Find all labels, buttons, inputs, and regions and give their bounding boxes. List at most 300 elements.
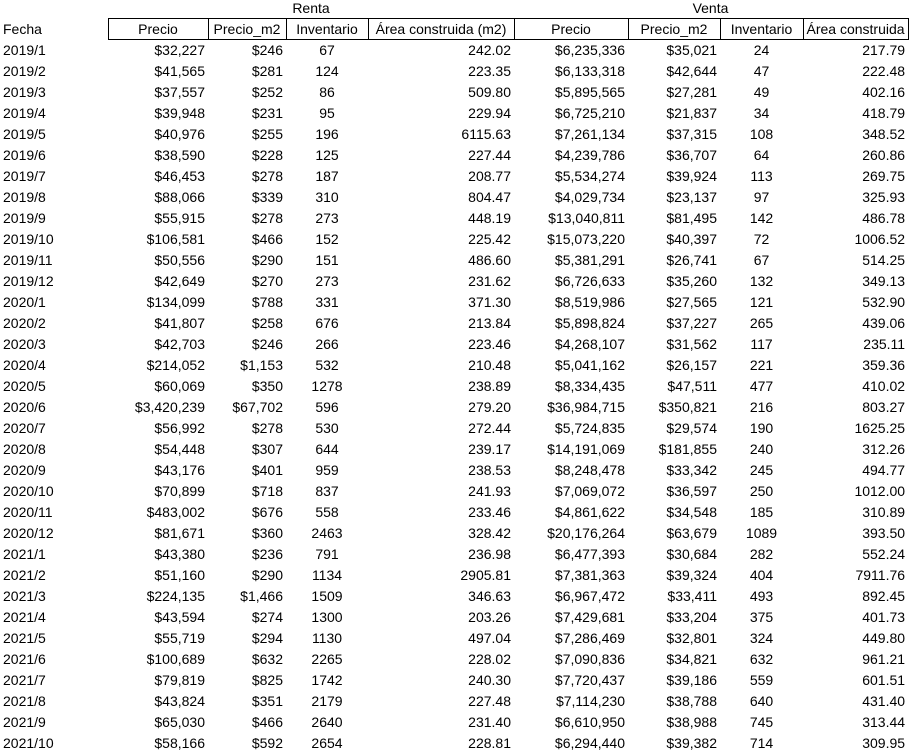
cell-venta-precio-m2: $26,741 xyxy=(666,252,717,268)
table-row xyxy=(0,376,908,397)
cell-venta-precio: $7,114,230 xyxy=(555,693,625,709)
cell-venta-inventario: 221 xyxy=(749,357,774,373)
cell-venta-area: 418.79 xyxy=(862,105,906,121)
cell-renta-precio: $43,594 xyxy=(154,609,205,625)
cell-renta-precio-m2: $466 xyxy=(251,714,283,730)
cell-venta-precio-m2: $33,342 xyxy=(666,462,717,478)
cell-renta-inventario: 331 xyxy=(315,294,339,310)
cell-renta-precio: $55,719 xyxy=(154,630,205,646)
cell-renta-precio: $50,556 xyxy=(154,252,205,268)
cell-renta-inventario: 124 xyxy=(315,63,339,79)
cell-venta-precio-m2: $350,821 xyxy=(658,399,717,415)
cell-venta-inventario: 493 xyxy=(749,588,774,604)
cell-renta-precio: $43,176 xyxy=(154,462,205,478)
cell-venta-precio: $20,176,264 xyxy=(547,525,625,541)
cell-venta-precio-m2: $181,855 xyxy=(658,441,717,457)
cell-renta-precio: $54,448 xyxy=(154,441,205,457)
cell-renta-precio-m2: $270 xyxy=(251,273,283,289)
cell-renta-area: 239.17 xyxy=(468,441,511,457)
cell-fecha: 2019/3 xyxy=(3,84,46,100)
cell-venta-precio-m2: $38,788 xyxy=(666,693,717,709)
cell-venta-area: 494.77 xyxy=(862,462,906,478)
table-row xyxy=(0,208,908,229)
cell-fecha: 2020/10 xyxy=(3,483,54,499)
cell-venta-inventario: 324 xyxy=(749,630,774,646)
cell-venta-precio: $5,895,565 xyxy=(554,84,625,100)
cell-venta-area: 393.50 xyxy=(862,525,906,541)
cell-venta-precio-m2: $29,574 xyxy=(666,420,717,436)
cell-venta-inventario: 245 xyxy=(749,462,774,478)
cell-venta-area: 892.45 xyxy=(862,588,906,604)
cell-fecha: 2019/5 xyxy=(3,126,46,142)
cell-renta-precio: $483,002 xyxy=(146,504,205,520)
cell-renta-area: 240.30 xyxy=(468,672,511,688)
cell-renta-precio: $81,671 xyxy=(154,525,205,541)
cell-renta-precio: $56,992 xyxy=(154,420,205,436)
cell-venta-precio-m2: $31,562 xyxy=(666,336,717,352)
header-venta-area: Área construida xyxy=(803,19,908,40)
cell-venta-precio-m2: $38,988 xyxy=(666,714,717,730)
cell-venta-precio: $6,235,336 xyxy=(554,42,625,59)
cell-renta-inventario: 273 xyxy=(315,273,339,289)
table-row xyxy=(0,292,908,313)
cell-venta-inventario: 745 xyxy=(749,714,774,730)
cell-venta-inventario: 190 xyxy=(749,420,774,436)
cell-fecha: 2021/5 xyxy=(3,630,46,646)
cell-venta-inventario: 632 xyxy=(749,651,774,667)
cell-venta-inventario: 185 xyxy=(749,504,774,520)
cell-renta-inventario: 196 xyxy=(315,126,339,142)
cell-renta-area: 225.42 xyxy=(468,231,511,247)
cell-renta-precio: $79,819 xyxy=(154,672,205,688)
cell-renta-precio-m2: $592 xyxy=(251,735,283,751)
cell-venta-precio: $13,040,811 xyxy=(548,210,625,226)
cell-venta-precio: $7,720,437 xyxy=(554,672,625,688)
cell-renta-precio-m2: $246 xyxy=(251,42,283,59)
table-row xyxy=(0,439,908,460)
cell-fecha: 2019/1 xyxy=(3,42,46,58)
cell-renta-area: 228.81 xyxy=(468,735,511,751)
cell-venta-area: 601.51 xyxy=(862,672,906,688)
cell-venta-area: 348.52 xyxy=(862,126,906,142)
cell-venta-precio: $7,261,134 xyxy=(554,126,625,142)
cell-renta-precio-m2: $290 xyxy=(251,252,283,268)
cell-renta-inventario: 95 xyxy=(319,105,335,121)
cell-renta-area: 236.98 xyxy=(468,546,511,562)
table-row xyxy=(0,523,908,544)
cell-renta-precio-m2: $1,153 xyxy=(240,357,283,373)
cell-renta-precio-m2: $246 xyxy=(251,336,283,352)
cell-venta-inventario: 121 xyxy=(749,294,774,310)
cell-renta-area: 231.62 xyxy=(468,273,511,289)
cell-renta-precio: $106,581 xyxy=(146,231,205,247)
cell-renta-inventario: 125 xyxy=(315,147,339,163)
cell-renta-inventario: 1509 xyxy=(311,588,343,604)
cell-venta-precio: $5,724,835 xyxy=(554,420,625,436)
table-row xyxy=(0,187,908,208)
cell-venta-inventario: 282 xyxy=(749,546,774,562)
cell-renta-area: 223.35 xyxy=(468,63,511,79)
cell-venta-inventario: 216 xyxy=(749,399,774,415)
cell-venta-area: 349.13 xyxy=(862,273,906,289)
cell-renta-inventario: 532 xyxy=(315,357,339,373)
cell-renta-area: 233.46 xyxy=(468,504,511,520)
cell-venta-precio: $8,248,478 xyxy=(554,462,625,478)
cell-venta-precio-m2: $63,679 xyxy=(666,525,717,541)
cell-renta-precio: $100,689 xyxy=(146,651,205,667)
table-row xyxy=(0,691,908,712)
cell-venta-precio-m2: $39,924 xyxy=(666,168,717,184)
cell-venta-area: 961.21 xyxy=(862,651,906,667)
cell-renta-precio: $88,066 xyxy=(154,189,205,205)
cell-venta-precio: $14,191,069 xyxy=(547,441,625,457)
cell-renta-precio: $43,824 xyxy=(154,693,205,709)
table-row xyxy=(0,712,908,733)
cell-fecha: 2019/10 xyxy=(3,231,54,247)
table-row xyxy=(0,418,908,439)
table-row xyxy=(0,670,908,691)
cell-renta-precio-m2: $401 xyxy=(251,462,283,478)
table-row xyxy=(0,628,908,649)
cell-renta-precio: $37,557 xyxy=(154,84,205,100)
cell-venta-precio: $7,286,469 xyxy=(554,630,625,646)
cell-renta-area: 486.60 xyxy=(468,252,511,268)
cell-renta-precio: $55,915 xyxy=(154,210,205,226)
cell-fecha: 2020/12 xyxy=(3,525,54,541)
cell-venta-precio: $8,334,435 xyxy=(554,378,625,394)
cell-venta-inventario: 113 xyxy=(750,168,773,184)
cell-renta-area: 223.46 xyxy=(468,336,511,352)
cell-venta-precio-m2: $39,324 xyxy=(666,567,717,583)
cell-fecha: 2019/7 xyxy=(3,168,46,184)
cell-renta-area: 328.42 xyxy=(468,525,511,541)
cell-renta-precio-m2: $632 xyxy=(251,651,283,667)
cell-renta-precio: $51,160 xyxy=(154,567,205,583)
cell-renta-area: 208.77 xyxy=(468,168,511,184)
header-venta-precio-m2: Precio_m2 xyxy=(628,19,720,40)
cell-fecha: 2021/2 xyxy=(3,567,46,583)
cell-renta-area: 213.84 xyxy=(468,315,511,331)
table-row xyxy=(0,124,908,145)
cell-venta-area: 532.90 xyxy=(862,294,906,310)
table-row xyxy=(0,313,908,334)
cell-renta-inventario: 2640 xyxy=(311,714,343,730)
cell-renta-precio-m2: $274 xyxy=(251,609,283,625)
table-row xyxy=(0,82,908,103)
cell-venta-area: 313.44 xyxy=(862,714,906,730)
cell-renta-area: 448.19 xyxy=(468,210,511,226)
cell-venta-precio: $6,725,210 xyxy=(554,105,625,121)
cell-renta-inventario: 2654 xyxy=(311,735,343,751)
cell-venta-area: 222.48 xyxy=(862,63,906,79)
cell-renta-inventario: 273 xyxy=(315,210,339,226)
cell-venta-precio: $4,239,786 xyxy=(554,147,625,163)
cell-venta-precio-m2: $36,707 xyxy=(666,147,717,163)
cell-renta-precio: $41,565 xyxy=(154,63,205,79)
table-row xyxy=(0,733,908,754)
table-row xyxy=(0,397,908,418)
cell-renta-precio-m2: $351 xyxy=(251,693,283,709)
cell-renta-precio-m2: $228 xyxy=(251,147,283,163)
cell-fecha: 2019/4 xyxy=(3,105,46,121)
cell-renta-inventario: 67 xyxy=(319,42,335,59)
cell-renta-area: 497.04 xyxy=(468,630,511,646)
cell-venta-precio: $5,534,274 xyxy=(554,168,625,184)
cell-venta-area: 410.02 xyxy=(862,378,906,394)
cell-fecha: 2020/3 xyxy=(3,336,46,352)
table-row xyxy=(0,229,908,250)
cell-fecha: 2021/7 xyxy=(3,672,46,688)
cell-renta-precio: $32,227 xyxy=(154,42,205,59)
cell-venta-inventario: 477 xyxy=(749,378,774,394)
cell-renta-precio-m2: $278 xyxy=(251,210,283,226)
cell-venta-precio-m2: $34,548 xyxy=(666,504,717,520)
cell-renta-precio: $214,052 xyxy=(146,357,205,373)
cell-venta-area: 312.26 xyxy=(862,441,906,457)
cell-venta-inventario: 108 xyxy=(749,126,774,142)
cell-renta-precio: $58,166 xyxy=(154,735,205,751)
cell-venta-precio-m2: $47,511 xyxy=(667,378,717,394)
cell-renta-inventario: 791 xyxy=(315,546,339,562)
cell-fecha: 2021/6 xyxy=(3,651,46,667)
cell-venta-precio: $5,898,824 xyxy=(554,315,625,331)
cell-renta-inventario: 266 xyxy=(315,336,339,352)
cell-venta-precio: $6,133,318 xyxy=(554,63,625,79)
cell-renta-precio-m2: $231 xyxy=(251,105,283,121)
table-body xyxy=(0,40,908,754)
cell-renta-precio: $41,807 xyxy=(154,315,205,331)
cell-venta-precio-m2: $26,157 xyxy=(666,357,717,373)
cell-renta-precio-m2: $466 xyxy=(251,231,283,247)
cell-renta-precio-m2: $350 xyxy=(251,378,283,394)
cell-renta-inventario: 837 xyxy=(315,483,339,499)
cell-venta-precio-m2: $23,137 xyxy=(666,189,717,205)
cell-fecha: 2020/11 xyxy=(3,504,53,520)
cell-venta-precio-m2: $35,260 xyxy=(666,273,717,289)
cell-renta-precio: $40,976 xyxy=(154,126,205,142)
group-header-row xyxy=(0,0,915,18)
cell-venta-precio-m2: $35,021 xyxy=(666,42,717,59)
cell-renta-precio: $46,453 xyxy=(154,168,205,184)
cell-renta-precio-m2: $290 xyxy=(251,567,283,583)
header-renta-precio-m2: Precio_m2 xyxy=(208,19,286,40)
cell-renta-precio: $60,069 xyxy=(154,378,205,394)
cell-renta-inventario: 676 xyxy=(315,315,339,331)
header-venta-inventario: Inventario xyxy=(720,19,803,40)
cell-venta-area: 310.89 xyxy=(862,504,906,520)
cell-renta-inventario: 644 xyxy=(315,441,339,457)
cell-venta-precio-m2: $42,644 xyxy=(666,63,717,79)
cell-fecha: 2020/4 xyxy=(3,357,46,373)
cell-renta-area: 272.44 xyxy=(468,420,511,436)
cell-fecha: 2020/9 xyxy=(3,462,46,478)
cell-venta-inventario: 47 xyxy=(753,63,770,79)
cell-fecha: 2021/9 xyxy=(3,714,46,730)
cell-fecha: 2020/6 xyxy=(3,399,46,415)
cell-venta-precio: $6,294,440 xyxy=(554,735,625,751)
cell-venta-precio-m2: $27,565 xyxy=(666,294,717,310)
cell-renta-area: 6115.63 xyxy=(461,126,511,142)
cell-renta-precio-m2: $252 xyxy=(251,84,283,100)
cell-venta-precio: $36,984,715 xyxy=(547,399,625,415)
table-row xyxy=(0,544,908,565)
cell-venta-precio-m2: $40,397 xyxy=(666,231,717,247)
cell-venta-area: 439.06 xyxy=(862,315,906,331)
cell-renta-area: 2905.81 xyxy=(460,567,511,583)
cell-renta-precio-m2: $258 xyxy=(251,315,283,331)
cell-renta-inventario: 530 xyxy=(315,420,339,436)
cell-venta-inventario: 117 xyxy=(750,336,773,352)
cell-venta-precio: $5,041,162 xyxy=(554,357,625,373)
cell-venta-precio-m2: $27,281 xyxy=(666,84,717,100)
cell-fecha: 2020/7 xyxy=(3,420,46,436)
cell-renta-area: 229.94 xyxy=(468,105,511,121)
cell-renta-precio-m2: $360 xyxy=(251,525,283,541)
cell-venta-precio: $6,967,472 xyxy=(554,588,625,604)
cell-renta-area: 371.30 xyxy=(468,294,511,310)
cell-renta-precio: $42,703 xyxy=(154,336,205,352)
cell-renta-inventario: 187 xyxy=(315,168,339,184)
cell-venta-area: 309.95 xyxy=(862,735,906,751)
cell-fecha: 2021/1 xyxy=(3,546,46,562)
cell-renta-inventario: 558 xyxy=(315,504,339,520)
cell-venta-area: 514.25 xyxy=(862,252,906,268)
header-renta-area: Área construida (m2) xyxy=(368,19,514,40)
cell-renta-precio-m2: $825 xyxy=(251,672,283,688)
table-row xyxy=(0,61,908,82)
cell-fecha: 2021/4 xyxy=(3,609,46,625)
table-row xyxy=(0,334,908,355)
cell-venta-precio: $15,073,220 xyxy=(547,231,625,247)
cell-venta-precio: $7,090,836 xyxy=(554,651,625,667)
cell-venta-inventario: 250 xyxy=(749,483,774,499)
cell-venta-inventario: 72 xyxy=(753,231,770,247)
cell-renta-inventario: 1742 xyxy=(311,672,343,688)
cell-renta-inventario: 959 xyxy=(315,462,339,478)
cell-venta-area: 7911.76 xyxy=(855,567,906,583)
cell-fecha: 2019/11 xyxy=(3,252,53,268)
cell-renta-precio: $65,030 xyxy=(154,714,205,730)
cell-venta-precio: $7,429,681 xyxy=(554,609,625,625)
cell-renta-precio: $38,590 xyxy=(154,147,205,163)
cell-venta-precio-m2: $81,495 xyxy=(666,210,717,226)
table-row xyxy=(0,166,908,187)
cell-venta-precio: $6,477,393 xyxy=(554,546,625,562)
cell-renta-area: 241.93 xyxy=(468,483,511,499)
cell-venta-precio-m2: $21,837 xyxy=(666,105,717,121)
cell-venta-inventario: 142 xyxy=(749,210,774,226)
cell-renta-precio-m2: $255 xyxy=(251,126,283,142)
table-row xyxy=(0,355,908,376)
cell-fecha: 2021/10 xyxy=(3,735,54,751)
group-label-renta: Renta xyxy=(292,0,330,16)
cell-venta-precio: $6,726,633 xyxy=(554,273,625,289)
table-row xyxy=(0,502,908,523)
cell-renta-area: 227.48 xyxy=(468,693,511,709)
cell-venta-area: 431.40 xyxy=(862,693,906,709)
cell-renta-precio: $3,420,239 xyxy=(134,399,205,415)
cell-venta-precio: $7,381,363 xyxy=(554,567,625,583)
cell-venta-area: 325.93 xyxy=(862,189,906,205)
cell-renta-area: 238.53 xyxy=(468,462,511,478)
table-row xyxy=(0,250,908,271)
cell-venta-inventario: 404 xyxy=(749,567,774,583)
cell-renta-inventario: 1278 xyxy=(311,378,343,394)
cell-venta-precio: $4,861,622 xyxy=(554,504,625,520)
cell-renta-area: 509.80 xyxy=(468,84,511,100)
cell-venta-precio: $6,610,950 xyxy=(554,714,625,730)
cell-renta-precio: $134,099 xyxy=(146,294,205,310)
cell-renta-precio: $43,380 xyxy=(154,546,205,562)
cell-renta-precio-m2: $278 xyxy=(251,168,283,184)
table-row xyxy=(0,565,908,586)
cell-fecha: 2019/12 xyxy=(3,273,54,289)
cell-renta-inventario: 1134 xyxy=(311,567,343,583)
cell-renta-precio-m2: $339 xyxy=(251,189,283,205)
table-row xyxy=(0,649,908,670)
cell-renta-precio: $70,899 xyxy=(154,483,205,499)
cell-renta-area: 346.63 xyxy=(468,588,511,604)
table-row xyxy=(0,145,908,166)
cell-renta-precio-m2: $788 xyxy=(251,294,283,310)
cell-renta-inventario: 2179 xyxy=(311,693,343,709)
table-row xyxy=(0,103,908,124)
cell-venta-inventario: 714 xyxy=(749,735,774,751)
cell-fecha: 2021/3 xyxy=(3,588,46,604)
cell-fecha: 2021/8 xyxy=(3,693,46,709)
cell-venta-inventario: 64 xyxy=(753,147,770,163)
cell-venta-precio-m2: $30,684 xyxy=(666,546,717,562)
cell-venta-area: 1625.25 xyxy=(854,420,906,436)
cell-renta-inventario: 2265 xyxy=(311,651,343,667)
cell-renta-precio-m2: $718 xyxy=(251,483,283,499)
cell-venta-inventario: 640 xyxy=(749,693,774,709)
cell-renta-precio-m2: $281 xyxy=(251,63,283,79)
cell-renta-inventario: 596 xyxy=(315,399,339,415)
cell-venta-inventario: 67 xyxy=(753,252,770,268)
cell-renta-precio: $224,135 xyxy=(146,588,205,604)
cell-venta-area: 449.80 xyxy=(862,630,906,646)
cell-fecha: 2020/1 xyxy=(3,294,46,310)
table-row xyxy=(0,271,908,292)
cell-venta-inventario: 132 xyxy=(749,273,774,289)
cell-renta-precio: $39,948 xyxy=(154,105,205,121)
cell-venta-precio: $4,029,734 xyxy=(554,189,625,205)
cell-renta-precio-m2: $236 xyxy=(251,546,283,562)
cell-venta-precio: $8,519,986 xyxy=(554,294,625,310)
cell-venta-precio-m2: $33,411 xyxy=(667,588,717,604)
cell-fecha: 2019/2 xyxy=(3,63,46,79)
cell-venta-precio: $5,381,291 xyxy=(554,252,625,268)
cell-venta-precio-m2: $39,186 xyxy=(666,672,717,688)
cell-venta-area: 552.24 xyxy=(862,546,906,562)
cell-renta-inventario: 310 xyxy=(315,189,339,205)
cell-renta-area: 279.20 xyxy=(468,399,511,415)
cell-venta-precio-m2: $36,597 xyxy=(666,483,717,499)
cell-renta-precio-m2: $67,702 xyxy=(232,399,283,415)
cell-renta-area: 238.89 xyxy=(468,378,511,394)
cell-renta-area: 210.48 xyxy=(468,357,511,373)
cell-renta-area: 227.44 xyxy=(468,147,511,163)
cell-venta-area: 401.73 xyxy=(862,609,906,625)
cell-venta-area: 260.86 xyxy=(862,147,906,163)
cell-renta-precio-m2: $676 xyxy=(251,504,283,520)
table-row xyxy=(0,607,908,628)
cell-venta-precio-m2: $37,227 xyxy=(666,315,717,331)
cell-venta-precio-m2: $32,801 xyxy=(666,630,717,646)
cell-renta-precio: $42,649 xyxy=(154,273,205,289)
cell-venta-inventario: 265 xyxy=(749,315,774,331)
